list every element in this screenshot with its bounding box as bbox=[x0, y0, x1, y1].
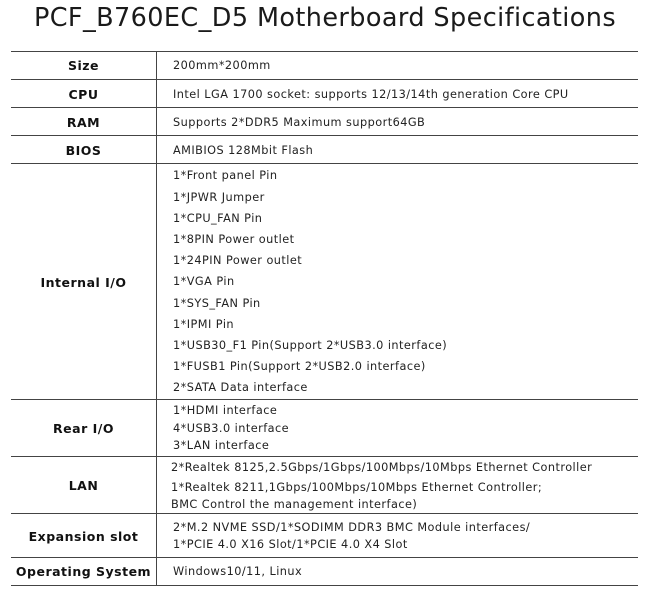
spec-value bbox=[157, 108, 638, 136]
spec-label: CPU bbox=[11, 80, 157, 108]
spec-value-line: BMC Control the management interface) bbox=[171, 497, 418, 511]
spec-label: Internal I/O bbox=[11, 164, 157, 400]
spec-value bbox=[157, 400, 638, 457]
spec-value-line: 2*SATA Data interface bbox=[173, 381, 308, 395]
spec-row-expansion-slot bbox=[11, 513, 638, 558]
spec-label: RAM bbox=[11, 108, 157, 136]
spec-value-line: 3*LAN interface bbox=[173, 439, 270, 453]
spec-value-line: 1*JPWR Jumper bbox=[173, 190, 265, 204]
spec-row-internal-io bbox=[11, 163, 638, 400]
spec-label: BIOS bbox=[11, 136, 157, 164]
spec-value-line: 1*IPMI Pin bbox=[173, 317, 235, 331]
spec-value-line: 1*24PIN Power outlet bbox=[173, 254, 303, 268]
spec-row-cpu bbox=[11, 79, 638, 108]
spec-label: Size bbox=[11, 52, 157, 79]
spec-table bbox=[11, 51, 638, 586]
spec-value-line: Supports 2*DDR5 Maximum support64GB bbox=[173, 115, 426, 129]
spec-value bbox=[157, 457, 638, 514]
spec-value-line: 1*FUSB1 Pin(Support 2*USB2.0 interface) bbox=[173, 360, 426, 374]
spec-value-line: AMIBIOS 128Mbit Flash bbox=[173, 143, 314, 157]
spec-label: Operating System bbox=[11, 558, 157, 585]
spec-label: LAN bbox=[11, 457, 157, 514]
spec-value-line: 2*M.2 NVME SSD/1*SODIMM DDR3 BMC Module interfaces/ bbox=[173, 520, 531, 534]
spec-value-line: Intel LGA 1700 socket: supports 12/13/14th generation Core CPU bbox=[173, 87, 569, 101]
spec-value bbox=[157, 514, 638, 558]
spec-row-operating-system bbox=[11, 557, 638, 585]
spec-value-line: 1*HDMI interface bbox=[173, 404, 278, 418]
spec-value-line: 200mm*200mm bbox=[173, 59, 271, 72]
spec-label: Expansion slot bbox=[11, 514, 157, 558]
spec-value-line: 1*VGA Pin bbox=[173, 275, 235, 289]
page-title: PCF_B760EC_D5 Motherboard Specifications bbox=[33, 3, 617, 33]
spec-value-line: 4*USB3.0 interface bbox=[173, 421, 290, 435]
spec-row-bios bbox=[11, 135, 638, 164]
spec-value bbox=[157, 558, 638, 585]
spec-value bbox=[157, 80, 638, 108]
spec-value-line: 1*SYS_FAN Pin bbox=[173, 296, 261, 310]
spec-value-line: Windows10/11, Linux bbox=[173, 565, 303, 578]
spec-value-line: 1*CPU_FAN Pin bbox=[173, 211, 263, 225]
spec-row-size bbox=[11, 52, 638, 79]
spec-value-line: 1*USB30_F1 Pin(Support 2*USB3.0 interface) bbox=[173, 339, 448, 352]
spec-value bbox=[157, 164, 638, 400]
spec-value-line: 1*PCIE 4.0 X16 Slot/1*PCIE 4.0 X4 Slot bbox=[173, 538, 408, 551]
spec-value-line: 1*Realtek 8211,1Gbps/100Mbps/10Mbps Ethernet Controller; bbox=[171, 480, 543, 494]
spec-row-lan bbox=[11, 456, 638, 514]
spec-value-line: 1*8PIN Power outlet bbox=[173, 232, 295, 246]
spec-value-line: 1*Front panel Pin bbox=[173, 169, 278, 183]
spec-label: Rear I/O bbox=[11, 400, 157, 457]
spec-value bbox=[157, 52, 638, 79]
spec-value-line: 2*Realtek 8125,2.5Gbps/1Gbps/100Mbps/10Mbps Ethernet Controller bbox=[171, 460, 593, 474]
spec-row-rear-io bbox=[11, 399, 638, 457]
spec-value bbox=[157, 136, 638, 164]
spec-row-ram bbox=[11, 107, 638, 136]
